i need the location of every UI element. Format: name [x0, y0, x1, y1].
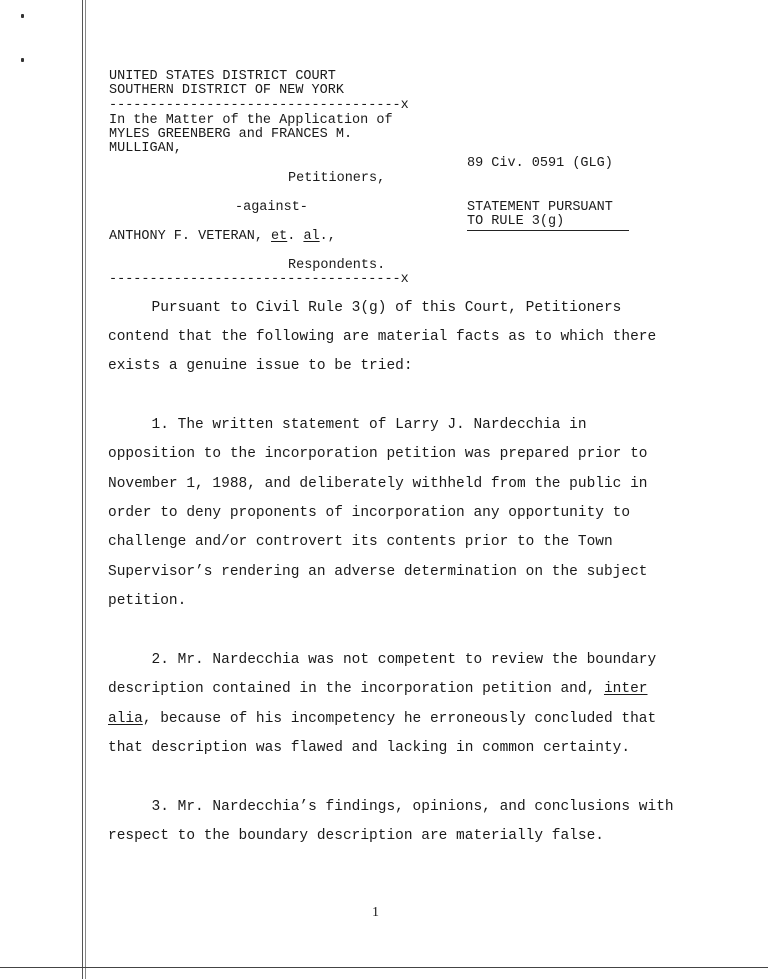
para2-line2-text: description contained in the incorporation petition and,	[108, 681, 604, 697]
alia-italic: alia	[108, 711, 143, 727]
para1-line6: Supervisor’s rendering an adverse determination on the subject	[108, 564, 648, 580]
para1-line7: petition.	[108, 593, 187, 609]
para2-line4: that description was flawed and lacking in common certainty.	[108, 740, 631, 756]
para2-line3	[108, 705, 708, 734]
court-name-line2: SOUTHERN DISTRICT OF NEW YORK	[109, 83, 344, 98]
scan-speck	[21, 58, 24, 62]
bottom-edge-line	[0, 967, 768, 968]
para1-line3: November 1, 1988, and deliberately withheld from the public in	[108, 476, 648, 492]
against-label: -against-	[235, 200, 308, 215]
left-margin-line	[82, 0, 83, 979]
et-abbrev: et	[271, 229, 288, 244]
para1-line1: 1. The written statement of Larry J. Nardecchia in	[108, 417, 587, 433]
case-number: 89 Civ. 0591 (GLG)	[467, 156, 613, 171]
caption-divider-top: ------------------------------------x	[109, 98, 409, 113]
para2-line3-text: , because of his incompetency he erroneously concluded that	[142, 711, 657, 727]
para2-line2	[108, 675, 708, 704]
respondent-name-text: ANTHONY F. VETERAN,	[109, 229, 272, 244]
left-margin-line-inner	[85, 0, 86, 979]
caption-divider-bottom: ------------------------------------x	[109, 272, 409, 287]
respondents-label: Respondents.	[288, 258, 386, 273]
al-abbrev: al	[303, 229, 320, 244]
inter-italic: inter	[603, 681, 648, 697]
intro-line1: Pursuant to Civil Rule 3(g) of this Court, Petitioners	[108, 300, 622, 316]
petitioners-label: Petitioners,	[288, 171, 386, 186]
court-name-line1: UNITED STATES DISTRICT COURT	[109, 69, 336, 84]
matter-line2: MYLES GREENBERG and FRANCES M.	[109, 127, 353, 142]
para1-line4: order to deny proponents of incorporation any opportunity to	[108, 505, 631, 521]
page-number: 1	[372, 905, 379, 920]
et-dot: .	[287, 229, 304, 244]
intro-line2: contend that the following are material facts as to which there	[108, 329, 657, 345]
para3-line2: respect to the boundary description are materially false.	[108, 828, 604, 844]
respondent-name	[109, 230, 336, 245]
para1-line5: challenge and/or controvert its contents prior to the Town	[108, 534, 613, 550]
para1-line2: opposition to the incorporation petition was prepared prior to	[108, 446, 648, 462]
para2-line1: 2. Mr. Nardecchia was not competent to review the boundary	[108, 652, 657, 668]
intro-line3: exists a genuine issue to be tried:	[108, 358, 413, 374]
doc-title-line2: TO RULE 3(g)	[467, 214, 565, 229]
doc-title-line1: STATEMENT PURSUANT	[467, 200, 613, 215]
doc-title-underline	[467, 230, 629, 231]
matter-line1: In the Matter of the Application of	[109, 113, 393, 128]
scan-speck	[21, 14, 24, 18]
al-dot: .,	[319, 229, 336, 244]
matter-line3: MULLIGAN,	[109, 141, 182, 156]
para3-line1: 3. Mr. Nardecchia’s findings, opinions, and conclusions with	[108, 799, 674, 815]
